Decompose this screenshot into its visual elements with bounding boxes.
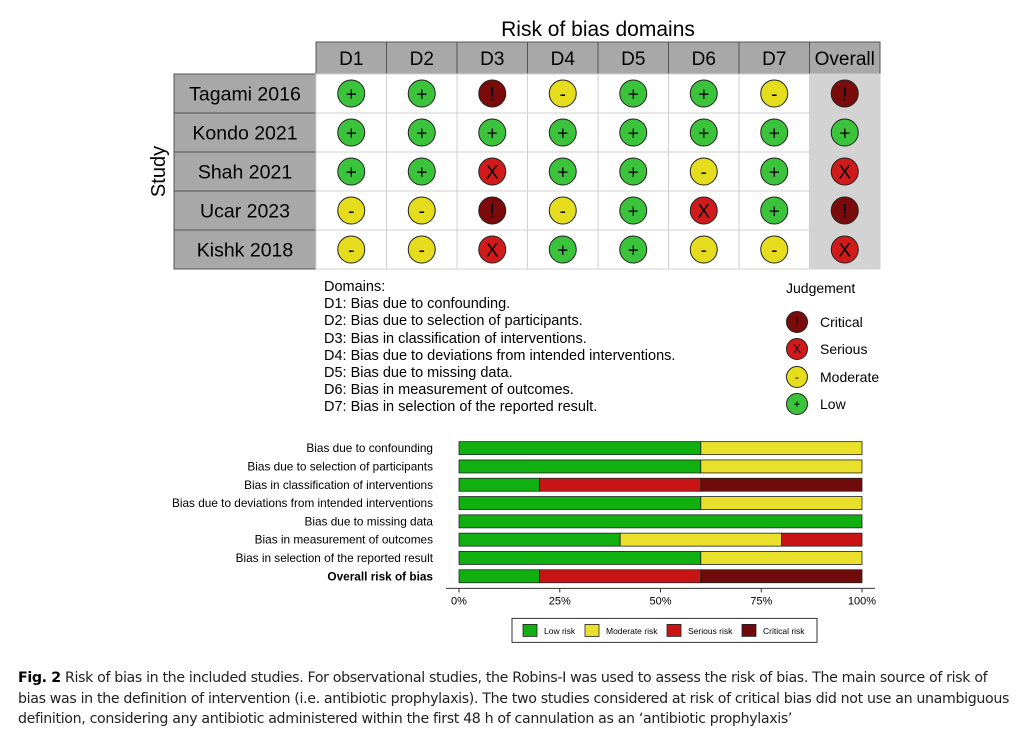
domain-item-d2: D2: Bias due to selection of participants. xyxy=(324,313,583,330)
bar-legend-swatch-serious xyxy=(667,624,681,636)
serious-symbol-icon: X xyxy=(786,338,808,360)
bar-segment-low xyxy=(459,497,701,510)
column-header-d5: D5 xyxy=(621,49,646,70)
bar-segment-low xyxy=(459,442,701,455)
judgement-symbol: - xyxy=(348,201,355,223)
judgement-symbol: + xyxy=(557,123,569,145)
bar-category-label: Bias due to selection of participants xyxy=(247,459,433,474)
judgement-symbol: - xyxy=(418,201,425,223)
bar-category-label: Overall risk of bias xyxy=(327,569,433,584)
x-tick-label: 25% xyxy=(548,595,571,608)
judgement-symbol: + xyxy=(416,162,428,184)
judgement-symbol: + xyxy=(627,240,639,262)
x-tick-label: 100% xyxy=(847,595,877,608)
bar-category-label: Bias due to confounding xyxy=(306,441,433,456)
legend-label-moderate: Moderate xyxy=(820,368,880,385)
summary-bar-chart xyxy=(0,430,1024,655)
judgement-symbol: + xyxy=(627,162,639,184)
bar-segment-low xyxy=(459,533,620,546)
bar-segment-moderate xyxy=(620,533,781,546)
judgement-symbol: X xyxy=(838,240,852,262)
judgement-legend xyxy=(780,280,890,418)
bar-category-label: Bias due to missing data xyxy=(304,514,433,529)
bar-segment-moderate xyxy=(701,442,862,455)
study-label: Kondo 2021 xyxy=(192,122,298,145)
judgement-symbol: - xyxy=(771,84,778,106)
judgement-symbol: + xyxy=(557,162,569,184)
traffic-light-plot xyxy=(0,0,1024,280)
low-symbol-icon: + xyxy=(786,393,808,415)
judgement-symbol: + xyxy=(627,84,639,106)
bar-segment-serious xyxy=(540,570,701,583)
domain-item-d6: D6: Bias in measurement of outcomes. xyxy=(324,382,574,399)
domain-item-d7: D7: Bias in selection of the reported result. xyxy=(324,399,598,416)
bar-legend-swatch-moderate xyxy=(585,624,599,636)
judgement-symbol: - xyxy=(771,240,778,262)
judgement-symbol: + xyxy=(627,123,639,145)
legend-item-serious xyxy=(780,336,890,364)
judgement-symbol: ! xyxy=(489,84,495,106)
bar-category-label: Bias in measurement of outcomes xyxy=(254,532,433,547)
judgement-symbol: + xyxy=(345,84,357,106)
figure-caption xyxy=(18,668,1013,730)
domains-heading: Domains: xyxy=(324,279,386,295)
judgement-symbol: X xyxy=(838,162,852,184)
bar-segment-low xyxy=(459,570,540,583)
bar-legend-label-serious: Serious risk xyxy=(688,625,733,636)
judgement-symbol: + xyxy=(627,201,639,223)
judgement-symbol: X xyxy=(485,240,499,262)
legend-item-moderate xyxy=(780,363,890,391)
x-tick-label: 50% xyxy=(649,595,672,608)
judgement-symbol: + xyxy=(416,123,428,145)
column-header-overall: Overall xyxy=(814,49,875,70)
legend-label-critical: Critical xyxy=(820,313,863,330)
bar-legend-swatch-critical xyxy=(742,624,756,636)
column-header-d2: D2 xyxy=(409,49,434,70)
study-label: Shah 2021 xyxy=(197,161,293,184)
judgement-symbol: + xyxy=(557,240,569,262)
judgement-symbol: + xyxy=(768,162,780,184)
domains-key xyxy=(324,279,675,417)
judgement-legend-title: Judgement xyxy=(786,280,856,296)
bar-legend-label-low: Low risk xyxy=(544,625,576,636)
judgement-symbol: + xyxy=(768,123,780,145)
column-header-d7: D7 xyxy=(762,49,787,70)
judgement-symbol: X xyxy=(697,201,711,223)
bar-category-label: Bias in classification of interventions xyxy=(244,477,433,492)
judgement-symbol: ! xyxy=(489,201,495,223)
column-header-d4: D4 xyxy=(550,49,575,70)
judgement-symbol: + xyxy=(345,123,357,145)
domain-item-d3: D3: Bias in classification of interventions. xyxy=(324,330,587,347)
bar-segment-serious xyxy=(540,478,701,491)
bar-segment-critical xyxy=(701,478,862,491)
judgement-symbol: ! xyxy=(842,201,848,223)
column-header-d3: D3 xyxy=(480,49,505,70)
domain-item-d1: D1: Bias due to confounding. xyxy=(324,296,511,313)
judgement-symbol: + xyxy=(416,84,428,106)
caption-label: Fig. 2 xyxy=(18,670,61,686)
x-tick-label: 0% xyxy=(451,595,467,608)
study-label: Ucar 2023 xyxy=(200,200,290,223)
study-label: Kishk 2018 xyxy=(196,239,294,262)
legend-label-low: Low xyxy=(820,396,846,413)
study-label: Tagami 2016 xyxy=(189,83,301,106)
x-tick-label: 75% xyxy=(750,595,773,608)
legend-item-low xyxy=(780,391,890,419)
judgement-symbol: - xyxy=(700,240,707,262)
bar-segment-low xyxy=(459,460,701,473)
judgement-symbol: + xyxy=(839,123,851,145)
bar-segment-low xyxy=(459,515,862,528)
bar-segment-critical xyxy=(701,570,862,583)
bar-legend-swatch-low xyxy=(523,624,537,636)
judgement-symbol: + xyxy=(698,123,710,145)
bar-segment-low xyxy=(459,478,540,491)
judgement-symbol: ! xyxy=(842,84,848,106)
bar-segment-serious xyxy=(781,533,862,546)
column-header-d6: D6 xyxy=(691,49,716,70)
bar-segment-moderate xyxy=(701,551,862,564)
bar-segment-moderate xyxy=(701,460,862,473)
bar-category-label: Bias due to deviations from intended interventions xyxy=(171,496,433,511)
bar-category-label: Bias in selection of the reported result xyxy=(235,550,433,565)
judgement-symbol: X xyxy=(485,162,499,184)
judgement-symbol: - xyxy=(418,240,425,262)
bar-segment-low xyxy=(459,551,701,564)
traffic-ylabel: Study xyxy=(148,145,170,198)
column-header-d1: D1 xyxy=(339,49,364,70)
caption-text: Risk of bias in the included studies. For observational studies, the Robins-I was used to assess the risk of bias. The main source of risk of bias was in the definition of intervention (i.e. antibiotic prophylaxis). The two studies considered at risk of critical bias did not use an unambiguous definition, considering any antibiotic administered within the first 48 h of cannulation as an ‘antibiotic prophylaxis’ xyxy=(18,670,1010,727)
judgement-symbol: + xyxy=(345,162,357,184)
judgement-symbol: - xyxy=(348,240,355,262)
domain-item-d5: D5: Bias due to missing data. xyxy=(324,365,513,382)
traffic-title: Risk of bias domains xyxy=(501,18,695,41)
judgement-symbol: + xyxy=(768,201,780,223)
judgement-symbol: - xyxy=(559,84,566,106)
bar-legend-label-critical: Critical risk xyxy=(763,625,805,636)
legend-label-serious: Serious xyxy=(820,341,868,358)
bar-legend-label-moderate: Moderate risk xyxy=(606,625,658,636)
judgement-symbol: + xyxy=(486,123,498,145)
bar-segment-moderate xyxy=(701,497,862,510)
judgement-symbol: - xyxy=(700,162,707,184)
critical-symbol-icon: ! xyxy=(786,311,808,333)
domain-item-d4: D4: Bias due to deviations from intended interventions. xyxy=(324,347,676,364)
moderate-symbol-icon: - xyxy=(786,366,808,388)
judgement-symbol: - xyxy=(559,201,566,223)
judgement-symbol: + xyxy=(698,84,710,106)
legend-item-critical xyxy=(780,308,890,336)
